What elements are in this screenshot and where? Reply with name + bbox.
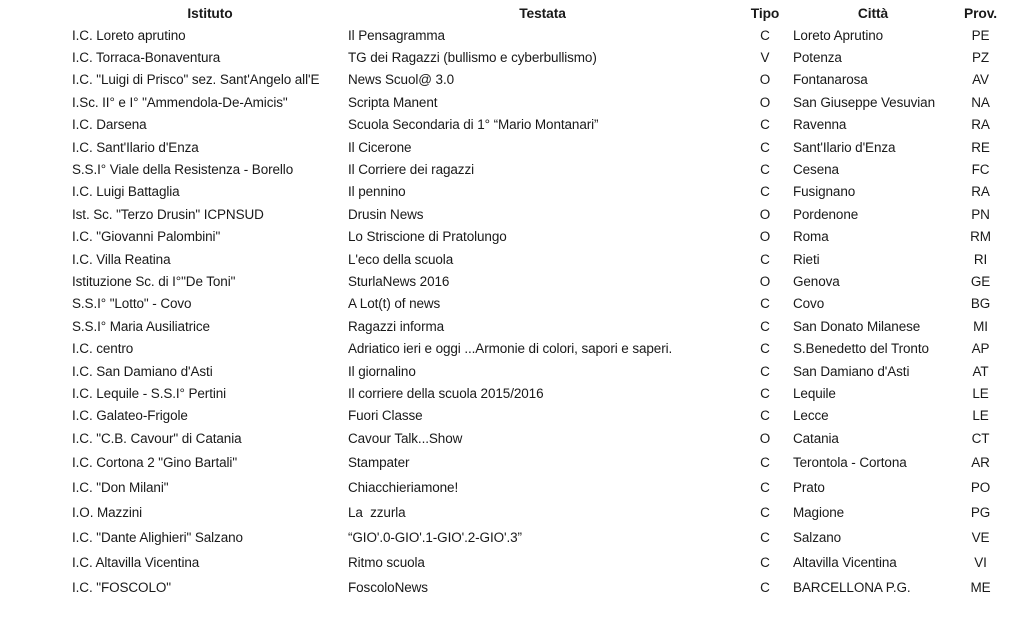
cell-prov: RE <box>971 139 990 155</box>
table-row <box>72 24 1008 46</box>
cell-tipo: C <box>760 580 770 596</box>
column-header-testata: Testata <box>519 6 566 21</box>
cell-prov: VI <box>974 555 987 571</box>
table-row <box>72 550 1008 575</box>
cell-istituto: I.C. Galateo-Frigole <box>72 408 188 424</box>
cell-testata: Il corriere della scuola 2015/2016 <box>348 385 544 401</box>
table-row <box>72 382 1008 404</box>
table-header <box>72 3 1008 24</box>
cell-prov: MI <box>973 318 988 334</box>
cell-istituto: I.C. "Giovanni Palombini" <box>72 229 221 245</box>
cell-testata: Adriatico ieri e oggi ...Armonie di colori, sapori e saperi. <box>348 341 673 357</box>
cell-istituto: I.C. Cortona 2 "Gino Bartali" <box>72 454 238 470</box>
cell-prov: PO <box>970 479 991 495</box>
cell-testata: Ritmo scuola <box>348 555 425 571</box>
cell-prov: AV <box>972 72 989 88</box>
header-row <box>72 3 1008 24</box>
cell-citta: Genova <box>793 273 840 289</box>
cell-istituto: I.C. Darsena <box>72 117 147 133</box>
cell-testata: News Scuol@ 3.0 <box>348 72 454 88</box>
cell-tipo: C <box>760 296 770 312</box>
table-row <box>72 525 1008 550</box>
table-row <box>72 226 1008 248</box>
school-newspapers-table <box>72 3 1008 601</box>
cell-tipo: O <box>759 430 771 446</box>
cell-prov: RA <box>971 117 990 133</box>
table-body <box>72 24 1008 601</box>
cell-istituto: I.C. San Damiano d'Asti <box>72 363 213 379</box>
cell-citta: San Giuseppe Vesuvian <box>793 94 936 110</box>
cell-tipo: O <box>759 229 771 245</box>
table-row <box>72 475 1008 500</box>
cell-tipo: C <box>760 184 770 200</box>
cell-istituto: S.S.I° "Lotto" - Covo <box>72 296 192 312</box>
cell-testata: Il giornalino <box>348 363 416 379</box>
cell-istituto: I.C. "Luigi di Prisco" sez. Sant'Angelo all'E <box>72 72 320 88</box>
cell-testata: Drusin News <box>348 206 424 222</box>
cell-testata: Stampater <box>348 454 410 470</box>
cell-istituto: I.C. "Dante Alighieri" Salzano <box>72 530 243 546</box>
cell-prov: AP <box>971 341 990 357</box>
cell-prov: RM <box>970 229 991 245</box>
cell-testata: Lo Striscione di Pratolungo <box>348 229 507 245</box>
cell-citta: Sant'Ilario d'Enza <box>793 139 896 155</box>
cell-tipo: C <box>760 251 770 267</box>
cell-istituto: I.C. Luigi Battaglia <box>72 184 180 200</box>
cell-citta: Ravenna <box>793 117 847 133</box>
cell-prov: PG <box>970 504 991 520</box>
table-row <box>72 91 1008 113</box>
table-row <box>72 181 1008 203</box>
cell-citta: Lequile <box>793 385 836 401</box>
cell-prov: PE <box>971 27 990 43</box>
cell-testata: Chiacchieriamone! <box>348 479 459 495</box>
cell-istituto: Ist. Sc. "Terzo Drusin" ICPNSUD <box>72 206 264 222</box>
cell-testata: Il pennino <box>348 184 406 200</box>
cell-testata: Il Corriere dei ragazzi <box>348 162 474 178</box>
cell-tipo: C <box>760 318 770 334</box>
cell-prov: NA <box>971 94 990 110</box>
cell-istituto: I.C. Sant'Ilario d'Enza <box>72 139 199 155</box>
cell-prov: LE <box>972 385 989 401</box>
cell-testata: Fuori Classe <box>348 408 423 424</box>
cell-istituto: I.C. centro <box>72 341 134 357</box>
cell-citta: Roma <box>793 229 829 245</box>
cell-tipo: C <box>760 363 770 379</box>
cell-testata: Cavour Talk...Show <box>348 430 463 446</box>
cell-prov: RI <box>973 251 988 267</box>
cell-prov: CT <box>971 430 990 446</box>
table-row <box>72 360 1008 382</box>
column-header-istituto: Istituto <box>187 6 233 21</box>
table-row <box>72 203 1008 225</box>
cell-prov: PN <box>971 206 990 222</box>
cell-tipo: C <box>760 27 770 43</box>
cell-citta: BARCELLONA P.G. <box>793 580 911 596</box>
cell-testata: Il Pensagramma <box>348 27 445 43</box>
cell-tipo: O <box>759 206 771 222</box>
cell-citta: Fusignano <box>793 184 856 200</box>
cell-testata: FoscoloNews <box>348 580 428 596</box>
table-row <box>72 158 1008 180</box>
cell-tipo: C <box>760 504 770 520</box>
cell-prov: AR <box>971 454 990 470</box>
cell-prov: BG <box>970 296 991 312</box>
cell-prov: AT <box>972 363 989 379</box>
cell-tipo: O <box>759 273 771 289</box>
cell-prov: FC <box>971 162 990 178</box>
cell-prov: VE <box>971 530 990 546</box>
cell-testata: “GIO'.0-GIO'.1-GIO'.2-GIO'.3” <box>348 530 522 546</box>
table-row <box>72 46 1008 68</box>
cell-istituto: I.C. Lequile - S.S.I° Pertini <box>72 385 227 401</box>
cell-citta: Loreto Aprutino <box>793 27 884 43</box>
table-row <box>72 500 1008 525</box>
cell-citta: Cesena <box>793 162 839 178</box>
cell-citta: Terontola - Cortona <box>793 454 907 470</box>
cell-testata: A Lot(t) of news <box>348 296 441 312</box>
table-row <box>72 575 1008 600</box>
cell-citta: Altavilla Vicentina <box>793 555 897 571</box>
column-header-prov: Prov. <box>964 6 997 21</box>
cell-istituto: I.Sc. II° e I° "Ammendola-De-Amicis" <box>72 94 288 110</box>
cell-testata: SturlaNews 2016 <box>348 273 450 289</box>
cell-citta: Catania <box>793 430 839 446</box>
table-row <box>72 293 1008 315</box>
cell-citta: Salzano <box>793 530 842 546</box>
cell-testata: L'eco della scuola <box>348 251 454 267</box>
cell-istituto: S.S.I° Viale della Resistenza - Borello <box>72 162 294 178</box>
cell-citta: Rieti <box>793 251 820 267</box>
cell-testata: Scripta Manent <box>348 94 438 110</box>
cell-istituto: S.S.I° Maria Ausiliatrice <box>72 318 210 334</box>
cell-tipo: O <box>759 72 771 88</box>
cell-tipo: C <box>760 117 770 133</box>
table-row <box>72 337 1008 359</box>
cell-tipo: V <box>760 50 770 66</box>
cell-tipo: C <box>760 385 770 401</box>
cell-citta: Pordenone <box>793 206 859 222</box>
cell-istituto: Istituzione Sc. di I°"De Toni" <box>72 273 236 289</box>
cell-prov: PZ <box>971 50 990 66</box>
cell-tipo: C <box>760 454 770 470</box>
cell-istituto: I.C. "Don Milani" <box>72 479 169 495</box>
cell-citta: San Damiano d'Asti <box>793 363 910 379</box>
cell-tipo: C <box>760 162 770 178</box>
cell-tipo: C <box>760 479 770 495</box>
cell-citta: San Donato Milanese <box>793 318 921 334</box>
cell-istituto: I.C. Villa Reatina <box>72 251 171 267</box>
cell-istituto: I.C. "FOSCOLO" <box>72 580 171 596</box>
cell-tipo: C <box>760 341 770 357</box>
cell-prov: ME <box>970 580 991 596</box>
table-row <box>72 136 1008 158</box>
cell-testata: Il Cicerone <box>348 139 412 155</box>
cell-citta: S.Benedetto del Tronto <box>793 341 929 357</box>
cell-testata: Ragazzi informa <box>348 318 445 334</box>
cell-citta: Fontanarosa <box>793 72 868 88</box>
cell-tipo: C <box>760 139 770 155</box>
cell-tipo: O <box>759 94 771 110</box>
cell-istituto: I.C. "C.B. Cavour" di Catania <box>72 430 242 446</box>
cell-tipo: C <box>760 555 770 571</box>
table-row <box>72 427 1008 449</box>
cell-testata: Scuola Secondaria di 1° “Mario Montanari” <box>348 117 599 133</box>
table-row <box>72 69 1008 91</box>
cell-citta: Magione <box>793 504 845 520</box>
cell-istituto: I.O. Mazzini <box>72 504 143 520</box>
cell-istituto: I.C. Torraca-Bonaventura <box>72 50 221 66</box>
table-row <box>72 315 1008 337</box>
table-row <box>72 405 1008 427</box>
column-header-tipo: Tipo <box>750 6 780 21</box>
cell-citta: Potenza <box>793 50 842 66</box>
table-row <box>72 449 1008 474</box>
cell-testata: La zzurla <box>348 504 406 520</box>
cell-prov: LE <box>972 408 989 424</box>
cell-testata: TG dei Ragazzi (bullismo e cyberbullismo) <box>348 50 597 66</box>
cell-citta: Lecce <box>793 408 829 424</box>
table-row <box>72 270 1008 292</box>
cell-prov: GE <box>970 273 991 289</box>
table-row <box>72 248 1008 270</box>
table-row <box>72 114 1008 136</box>
cell-tipo: C <box>760 530 770 546</box>
column-header-citta: Città <box>857 6 889 21</box>
cell-citta: Prato <box>793 479 825 495</box>
cell-istituto: I.C. Loreto aprutino <box>72 27 186 43</box>
cell-tipo: C <box>760 408 770 424</box>
cell-citta: Covo <box>793 296 825 312</box>
cell-prov: RA <box>971 184 990 200</box>
cell-istituto: I.C. Altavilla Vicentina <box>72 555 200 571</box>
